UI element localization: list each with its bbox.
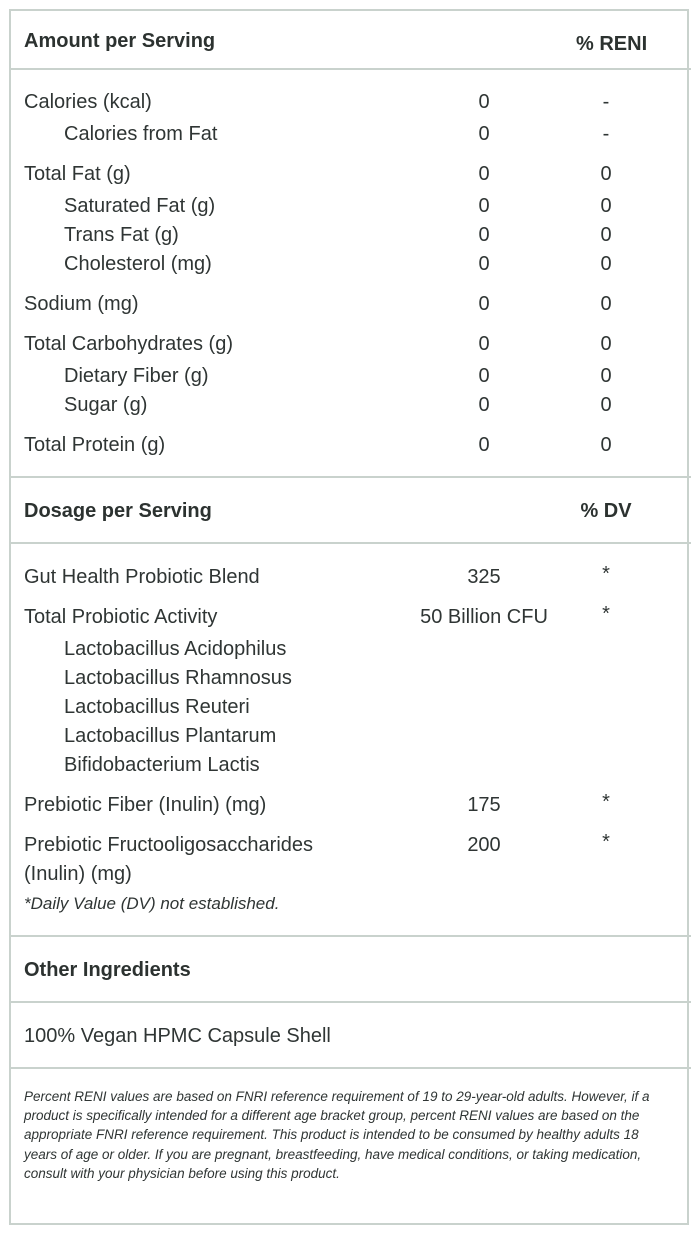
ingredient-name: Gut Health Probiotic Blend <box>24 566 260 588</box>
other-ingredients-value: 100% Vegan HPMC Capsule Shell <box>24 1025 331 1047</box>
ingredient-amount: 175 <box>467 794 501 816</box>
nutrient-percent: 0 <box>600 253 612 275</box>
ingredient-name-line2: (Inulin) (mg) <box>24 863 132 885</box>
nutrient-percent: 0 <box>600 365 612 387</box>
nutrient-percent: 0 <box>600 224 612 246</box>
nutrient-percent: 0 <box>600 293 612 315</box>
nutrient-amount: 0 <box>478 394 490 416</box>
dv-footnote: *Daily Value (DV) not established. <box>24 894 280 913</box>
nutrient-percent: 0 <box>600 195 612 217</box>
nutrient-amount: 0 <box>478 224 490 246</box>
dosage-per-serving-heading: Dosage per Serving <box>24 500 212 522</box>
nutrient-name: Saturated Fat (g) <box>64 195 216 217</box>
ingredient-amount: 200 <box>467 834 501 856</box>
nutrient-name: Calories from Fat <box>64 123 218 145</box>
nutrient-name: Calories (kcal) <box>24 91 152 113</box>
probiotic-strain: Lactobacillus Acidophilus <box>64 638 287 660</box>
nutrient-amount: 0 <box>478 91 490 113</box>
nutrient-amount: 0 <box>478 333 490 355</box>
probiotic-strain: Lactobacillus Rhamnosus <box>64 667 292 689</box>
nutrient-name: Total Protein (g) <box>24 434 166 456</box>
divider <box>9 68 691 70</box>
nutrient-amount: 0 <box>478 434 490 456</box>
nutrient-name: Dietary Fiber (g) <box>64 365 209 387</box>
divider <box>9 476 691 478</box>
divider <box>9 935 691 937</box>
ingredient-name: Prebiotic Fiber (Inulin) (mg) <box>24 794 267 816</box>
reni-disclaimer: Percent RENI values are based on FNRI reference requirement of 19 to 29-year-old adults. However, if a product is specifically intended for a different age bracket group, percent RENI values are based on the appropriate FNRI reference requirement. This product is intended to be consumed by healthy adults 18 years of age or older. If you are pregnant, breastfeeding, have medical conditions, or taking medication, consult with your physician before using this product. <box>24 1089 650 1181</box>
nutrient-percent: - <box>602 91 610 113</box>
divider <box>9 542 691 544</box>
nutrient-percent: 0 <box>600 333 612 355</box>
nutrient-percent: 0 <box>600 163 612 185</box>
nutrient-percent: - <box>602 123 610 145</box>
dv-column-heading: % DV <box>580 500 632 522</box>
ingredient-dv: * <box>602 603 610 625</box>
nutrient-percent: 0 <box>600 434 612 456</box>
amount-per-serving-heading: Amount per Serving <box>24 30 216 52</box>
ingredient-dv: * <box>602 791 610 813</box>
nutrient-amount: 0 <box>478 253 490 275</box>
nutrient-name: Total Carbohydrates (g) <box>24 333 233 355</box>
nutrient-name: Sugar (g) <box>64 394 148 416</box>
ingredient-dv: * <box>602 831 610 853</box>
ingredient-name: Total Probiotic Activity <box>24 606 218 628</box>
nutrient-name: Trans Fat (g) <box>64 224 179 246</box>
ingredient-amount: 325 <box>467 566 501 588</box>
ingredient-amount: 50 Billion CFU <box>420 606 548 628</box>
nutrient-amount: 0 <box>478 195 490 217</box>
probiotic-strain: Lactobacillus Reuteri <box>64 696 250 718</box>
probiotic-strain: Bifidobacterium Lactis <box>64 754 260 776</box>
probiotic-strain: Lactobacillus Plantarum <box>64 725 277 747</box>
nutrient-name: Cholesterol (mg) <box>64 253 212 275</box>
nutrient-percent: 0 <box>600 394 612 416</box>
nutrient-name: Sodium (mg) <box>24 293 139 315</box>
nutrient-amount: 0 <box>478 293 490 315</box>
reni-column-heading: % RENI <box>576 33 648 55</box>
nutrient-amount: 0 <box>478 365 490 387</box>
ingredient-dv: * <box>602 563 610 585</box>
nutrient-amount: 0 <box>478 163 490 185</box>
nutrient-name: Total Fat (g) <box>24 163 131 185</box>
divider <box>9 1001 691 1003</box>
other-ingredients-heading: Other Ingredients <box>24 959 191 981</box>
divider <box>9 1067 691 1069</box>
ingredient-name-line1: Prebiotic Fructooligosaccharides <box>24 834 314 856</box>
nutrient-amount: 0 <box>478 123 490 145</box>
